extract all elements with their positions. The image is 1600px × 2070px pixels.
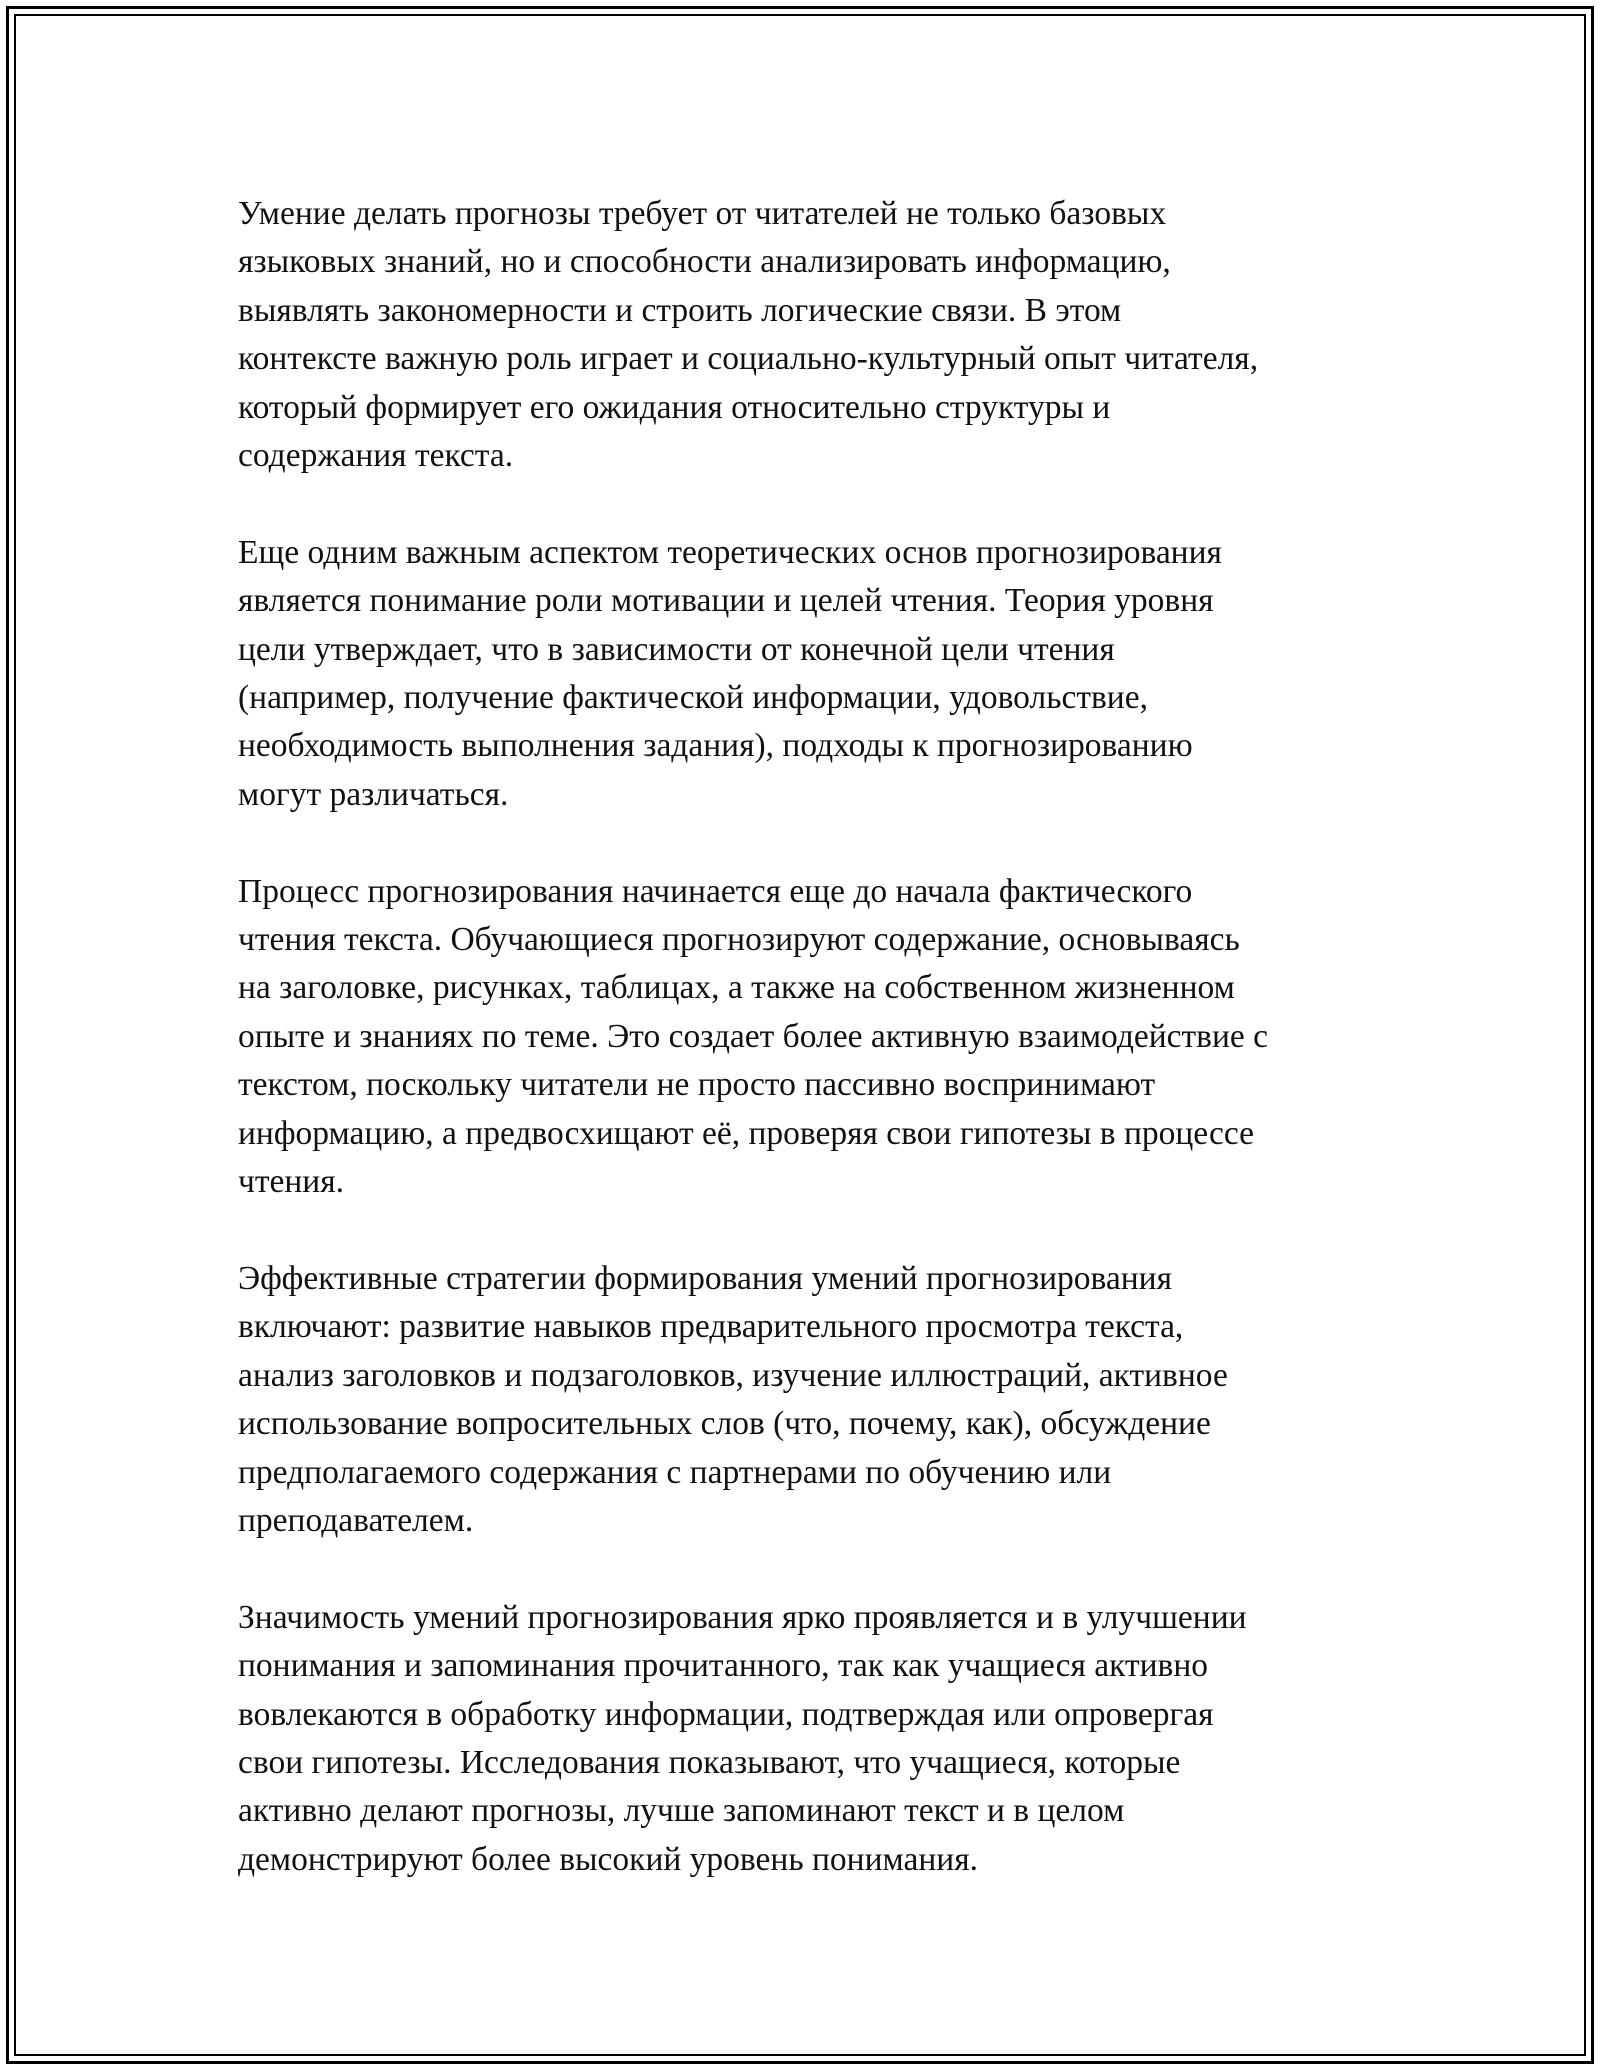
paragraph-1: Умение делать прогнозы требует от читателей не только базовых языковых знаний, но и способности анализировать информацию, выявлять закономерности и строить логические связи. В этом контексте важную роль играет и социально-культурный опыт читателя, который формирует его ожидания относительно структуры и содержания текста. [238, 195, 1259, 475]
paragraph-3: Процесс прогнозирования начинается еще до начала фактического чтения текста. Обучающиеся прогнозируют содержание, основываясь на заголовке, рисунках, таблицах, а также на собственном жизненном опыте и знаниях по теме. Это создает более активную взаимодействие с текстом, поскольку читатели не просто пассивно воспринимают информацию, а предвосхищают её, проверяя свои гипотезы в процессе чтения. [238, 872, 1269, 1201]
page-frame [6, 6, 1594, 2064]
paragraph-5: Значимость умений прогнозирования ярко проявляется и в улучшении понимания и запоминания прочитанного, так как учащиеся активно вовлекаются в обработку информации, подтверждая или опровергая свои гипотезы. Исследования показывают, что учащиеся, которые активно делают прогнозы, лучше запоминают текст и в целом демонстрируют более высокий уровень понимания. [238, 1598, 1247, 1878]
paragraph-2: Еще одним важным аспектом теоретических основ прогнозирования является понимание роли мотивации и целей чтения. Теория уровня цели утверждает, что в зависимости от конечной цели чтения (например, получение фактической информации, удовольствие, необходимость выполнения задания), подходы к прогнозированию могут различаться. [238, 533, 1222, 813]
paragraph-4: Эффективные стратегии формирования умений прогнозирования включают: развитие навыков предварительного просмотра текста, анализ заголовков и подзаголовков, изучение иллюстраций, активное использование вопросительных слов (что, почему, как), обсуждение предполагаемого содержания с партнерами по обучению или преподавателем. [238, 1259, 1228, 1539]
document-body [238, 190, 1398, 1933]
